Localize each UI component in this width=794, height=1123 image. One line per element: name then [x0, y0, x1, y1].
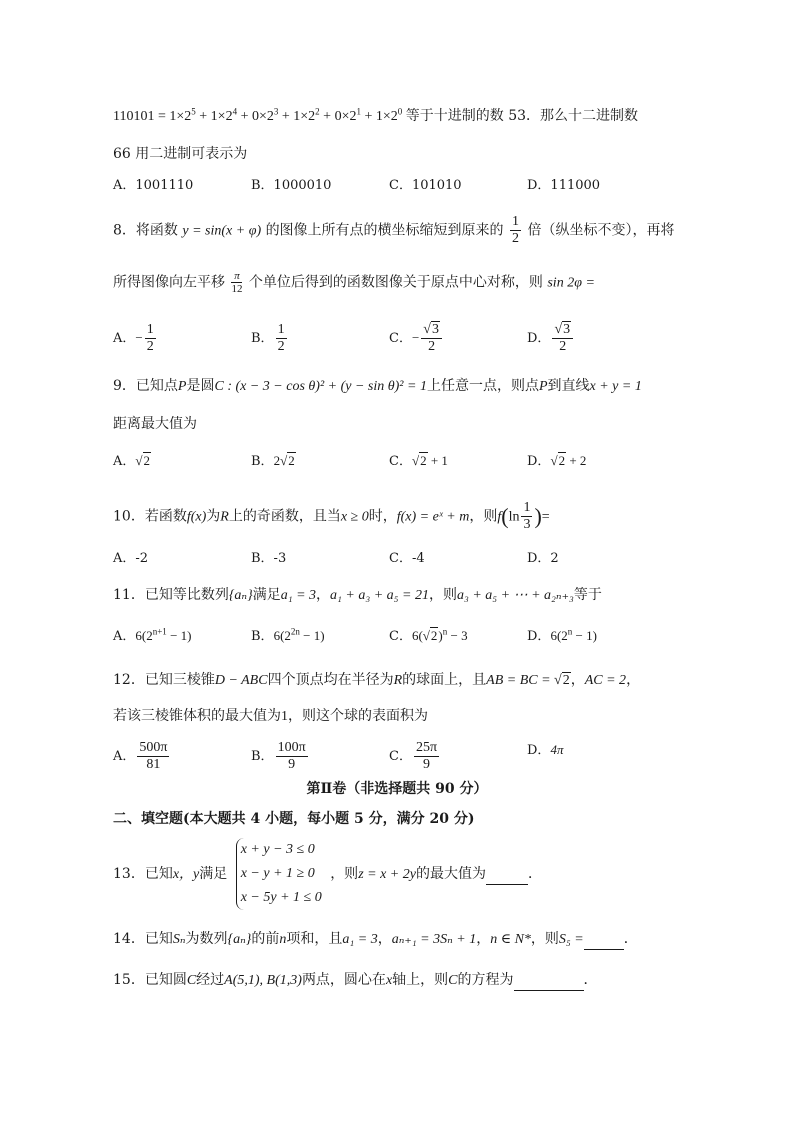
q7-option-b: B．1000010 [251, 178, 332, 193]
q9-line1: 9．已知点P是圆C : (x − 3 − cos θ)² + (y − sin θ)² = 1上任意一点，则点P到直线x + y = 1 [113, 378, 642, 394]
line-equation: x + y = 1 [589, 379, 642, 394]
q7-line1 [113, 106, 638, 127]
q11-option-d: D．$6(2^n - 1)$ [527, 626, 597, 644]
q9-line2: 距离最大值为 [113, 416, 197, 432]
q7-text: 等于十进制的数 53．那么十二进制数 [405, 108, 639, 124]
inequality-system: x + y − 3 ≤ 0 x − y + 1 ≥ 0 x − 5y + 1 ≤ 0 [236, 838, 322, 910]
function-definition: f(x) = eˣ + m [396, 509, 470, 525]
answer-blank[interactable] [584, 929, 624, 950]
q10-option-b: B．-3 [251, 551, 287, 566]
q7-option-d: D．111000 [527, 178, 601, 193]
q9-option-a: A．√2 [113, 453, 151, 469]
q12-line2: 若该三棱锥体积的最大值为1，则这个球的表面积为 [113, 708, 428, 724]
q8-option-d: D． $\frac{√3}{2}$ [527, 322, 575, 355]
q7-line2: 66 用二进制可表示为 [113, 146, 248, 162]
q8-line1: 8．将函数 y = sin(x + φ) 的图像上所有点的横坐标缩短到原来的 $\frac{1}{2}$ 倍（纵坐标不变），再将 [113, 214, 675, 246]
q9-option-b: B．2√2 [251, 453, 295, 469]
q12-option-d: D．4π [527, 742, 564, 758]
q8-option-b: B． $\frac{1}{2}$ [251, 322, 285, 354]
q10-line1: 10．若函数f(x)为R上的奇函数，且当x ≥ 0时，f(x) = eˣ + m，则f(ln $\frac{1}{3}$ )= [113, 500, 550, 532]
q14-line: 14．已知Sₙ为数列{aₙ}的前n项和，且a₁ = 3，aₙ₊₁ = 3Sₙ + 1，n ∈ N*，则S₅ = ． [113, 929, 638, 950]
q12-option-a: A． $\frac{500\pi}{81}$ [113, 740, 168, 772]
q8-option-a: A．− $\frac{1}{2}$ [113, 322, 154, 354]
q11-option-c: C．$6(√2)^n - 3$ [389, 626, 468, 644]
q10-option-c: C．-4 [389, 551, 425, 566]
function-expr: y = sin(x + φ) [182, 223, 262, 239]
answer-blank[interactable] [486, 864, 528, 885]
q10-option-a: A．-2 [113, 551, 149, 566]
q11-line1: 11．已知等比数列{aₙ}满足a₁ = 3，a₁ + a₃ + a₅ = 21，则a₃ + a₅ + ⋯ + a₂ₙ₊₃等于 [113, 587, 602, 603]
q15-line: 15．已知圆C经过A(5,1), B(1,3)两点，圆心在x轴上，则C的方程为 ． [113, 970, 598, 991]
q8-option-c: C．− $\frac{√3}{2}$ [389, 322, 444, 355]
binary-expansion: = $1\times 2^5 + 1\times 2^4 + 0\times 2^3 + 1\times 2^2 + 0\times 2^1 + 1\times 2^0$ [154, 106, 403, 124]
q8-line2: 所得图像向左平移 $\frac{\pi}{12}$ 个单位后得到的函数图像关于原点中心对称，则 sin 2φ = [113, 270, 595, 295]
fraction-pi-over-12: $\frac{\pi}{12}$ [231, 270, 243, 295]
q9-option-c: C．√2 + 1 [389, 453, 448, 469]
sin-expr: sin 2φ = [547, 275, 595, 291]
q12-option-b: B． $\frac{100\pi}{9}$ [251, 740, 306, 772]
q10-option-d: D．2 [527, 551, 559, 566]
q9-option-d: D．√2 + 2 [527, 453, 587, 469]
q11-option-b: B．$6(2^{2n} - 1)$ [251, 626, 325, 644]
q12-option-c: C． $\frac{25\pi}{9}$ [389, 740, 438, 772]
fraction-one-half: $\frac{1}{2}$ [512, 214, 520, 246]
q7-option-c: C．101010 [389, 178, 462, 193]
q12-line1: 12．已知三棱锥D − ABC四个顶点均在半径为R的球面上，且AB = BC = √2，AC = 2， [113, 672, 641, 688]
answer-blank[interactable] [514, 970, 584, 991]
part-heading: 二、填空题(本大题共 4 小题，每小题 5 分，满分 20 分) [113, 811, 475, 827]
q7-option-a: A．1001110 [113, 178, 194, 193]
circle-equation: C : (x − 3 − cos θ)² + (y − sin θ)² = 1 [214, 379, 427, 394]
binary-number: 110101 [113, 109, 155, 124]
section-title: 第Ⅱ卷（非选择题共 90 分） [306, 781, 488, 797]
q13-line: 13．已知x，y满足 x + y − 3 ≤ 0 x − y + 1 ≥ 0 x − 5y + 1 ≤ 0 ，则z = x + 2y的最大值为 ． [113, 838, 542, 910]
q11-option-a: A．$6(2^{n+1} - 1)$ [113, 626, 192, 644]
